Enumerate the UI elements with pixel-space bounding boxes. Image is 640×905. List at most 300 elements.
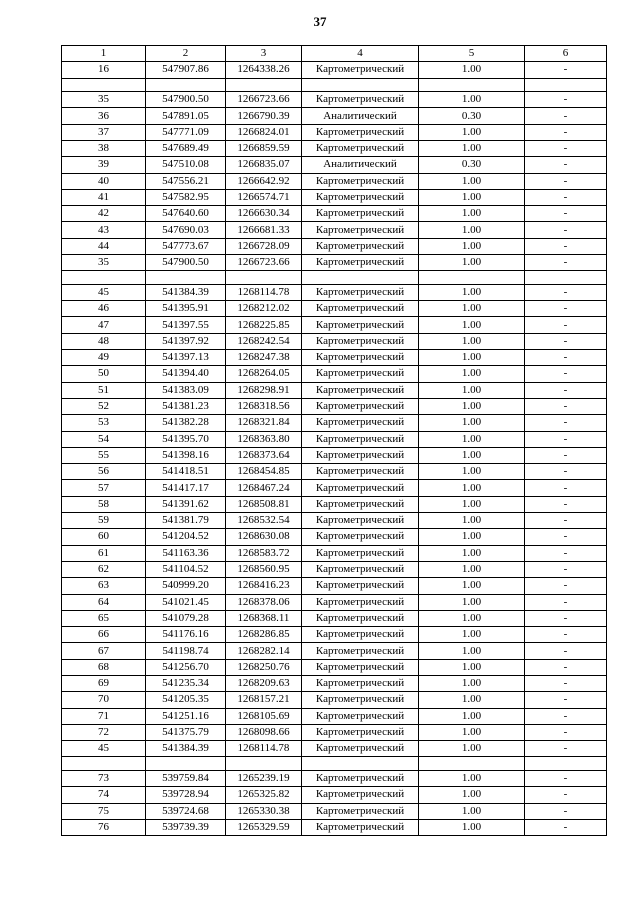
point-number-cell: 73 [62,770,146,786]
y-coordinate-cell: 1264338.26 [226,62,302,78]
y-coordinate-cell: 1268467.24 [226,480,302,496]
y-coordinate-cell: 1268318.56 [226,398,302,414]
table-row [62,317,607,333]
point-number-cell: 72 [62,724,146,740]
note-cell: - [525,692,607,708]
y-coordinate-cell: 1268114.78 [226,284,302,300]
accuracy-cell: 1.00 [419,529,525,545]
table-row-separator [62,78,607,92]
note-cell: - [525,317,607,333]
accuracy-cell: 1.00 [419,62,525,78]
note-cell: - [525,398,607,414]
accuracy-cell: 1.00 [419,350,525,366]
accuracy-cell: 1.00 [419,643,525,659]
x-coordinate-cell: 541395.70 [146,431,226,447]
empty-cell [146,271,226,285]
method-cell: Картометрический [302,496,419,512]
method-cell: Картометрический [302,284,419,300]
note-cell: - [525,350,607,366]
method-cell: Картометрический [302,301,419,317]
y-coordinate-cell: 1268378.06 [226,594,302,610]
y-coordinate-cell: 1268250.76 [226,659,302,675]
empty-cell [302,271,419,285]
table-row [62,398,607,414]
method-cell: Картометрический [302,415,419,431]
empty-cell [419,78,525,92]
x-coordinate-cell: 541417.17 [146,480,226,496]
point-number-cell: 76 [62,819,146,835]
table-row [62,284,607,300]
x-coordinate-cell: 541418.51 [146,464,226,480]
header-cell-6: 6 [525,46,607,62]
note-cell: - [525,173,607,189]
accuracy-cell: 1.00 [419,238,525,254]
accuracy-cell: 1.00 [419,610,525,626]
coordinates-table [61,45,607,836]
accuracy-cell: 1.00 [419,447,525,463]
table-row [62,222,607,238]
y-coordinate-cell: 1268508.81 [226,496,302,512]
x-coordinate-cell: 547773.67 [146,238,226,254]
x-coordinate-cell: 547556.21 [146,173,226,189]
method-cell: Картометрический [302,92,419,108]
x-coordinate-cell: 547689.49 [146,140,226,156]
y-coordinate-cell: 1268454.85 [226,464,302,480]
note-cell: - [525,545,607,561]
note-cell: - [525,255,607,271]
x-coordinate-cell: 541256.70 [146,659,226,675]
y-coordinate-cell: 1268209.63 [226,675,302,691]
note-cell: - [525,724,607,740]
table-row [62,157,607,173]
method-cell: Картометрический [302,578,419,594]
table-row [62,529,607,545]
x-coordinate-cell: 539724.68 [146,803,226,819]
x-coordinate-cell: 541397.92 [146,333,226,349]
x-coordinate-cell: 547582.95 [146,189,226,205]
empty-cell [302,757,419,771]
note-cell: - [525,675,607,691]
table-row [62,819,607,835]
accuracy-cell: 1.00 [419,431,525,447]
method-cell: Картометрический [302,724,419,740]
accuracy-cell: 1.00 [419,173,525,189]
y-coordinate-cell: 1268157.21 [226,692,302,708]
y-coordinate-cell: 1268105.69 [226,708,302,724]
note-cell: - [525,124,607,140]
method-cell: Картометрический [302,529,419,545]
table-row [62,173,607,189]
note-cell: - [525,561,607,577]
note-cell: - [525,513,607,529]
point-number-cell: 68 [62,659,146,675]
point-number-cell: 49 [62,350,146,366]
point-number-cell: 57 [62,480,146,496]
point-number-cell: 74 [62,787,146,803]
note-cell: - [525,301,607,317]
point-number-cell: 55 [62,447,146,463]
x-coordinate-cell: 541394.40 [146,366,226,382]
y-coordinate-cell: 1268247.38 [226,350,302,366]
table-row [62,496,607,512]
note-cell: - [525,480,607,496]
note-cell: - [525,803,607,819]
table-row [62,480,607,496]
point-number-cell: 50 [62,366,146,382]
y-coordinate-cell: 1266723.66 [226,92,302,108]
point-number-cell: 53 [62,415,146,431]
table-row [62,561,607,577]
y-coordinate-cell: 1268264.05 [226,366,302,382]
x-coordinate-cell: 541397.55 [146,317,226,333]
note-cell: - [525,284,607,300]
table-row [62,382,607,398]
method-cell: Картометрический [302,382,419,398]
point-number-cell: 64 [62,594,146,610]
table-row [62,803,607,819]
method-cell: Картометрический [302,741,419,757]
accuracy-cell: 1.00 [419,140,525,156]
header-cell-3: 3 [226,46,302,62]
x-coordinate-cell: 547690.03 [146,222,226,238]
method-cell: Картометрический [302,561,419,577]
method-cell: Картометрический [302,659,419,675]
point-number-cell: 44 [62,238,146,254]
note-cell: - [525,708,607,724]
x-coordinate-cell: 547640.60 [146,206,226,222]
point-number-cell: 61 [62,545,146,561]
accuracy-cell: 1.00 [419,675,525,691]
table-row [62,350,607,366]
method-cell: Картометрический [302,447,419,463]
y-coordinate-cell: 1266824.01 [226,124,302,140]
accuracy-cell: 1.00 [419,819,525,835]
x-coordinate-cell: 541381.79 [146,513,226,529]
method-cell: Картометрический [302,627,419,643]
note-cell: - [525,659,607,675]
y-coordinate-cell: 1268212.02 [226,301,302,317]
note-cell: - [525,366,607,382]
y-coordinate-cell: 1268373.64 [226,447,302,463]
x-coordinate-cell: 541384.39 [146,741,226,757]
note-cell: - [525,431,607,447]
note-cell: - [525,415,607,431]
empty-cell [62,78,146,92]
table-row [62,578,607,594]
x-coordinate-cell: 541381.23 [146,398,226,414]
method-cell: Аналитический [302,108,419,124]
accuracy-cell: 1.00 [419,255,525,271]
y-coordinate-cell: 1266835.07 [226,157,302,173]
note-cell: - [525,333,607,349]
accuracy-cell: 1.00 [419,301,525,317]
table-row [62,708,607,724]
y-coordinate-cell: 1268630.08 [226,529,302,545]
method-cell: Картометрический [302,366,419,382]
x-coordinate-cell: 541383.09 [146,382,226,398]
table-row [62,610,607,626]
table-row [62,206,607,222]
table-header [62,46,607,62]
accuracy-cell: 1.00 [419,496,525,512]
note-cell: - [525,627,607,643]
point-number-cell: 35 [62,255,146,271]
point-number-cell: 46 [62,301,146,317]
accuracy-cell: 1.00 [419,480,525,496]
y-coordinate-cell: 1265329.59 [226,819,302,835]
y-coordinate-cell: 1265239.19 [226,770,302,786]
method-cell: Картометрический [302,480,419,496]
note-cell: - [525,238,607,254]
accuracy-cell: 1.00 [419,708,525,724]
y-coordinate-cell: 1268098.66 [226,724,302,740]
point-number-cell: 36 [62,108,146,124]
method-cell: Аналитический [302,157,419,173]
point-number-cell: 65 [62,610,146,626]
note-cell: - [525,92,607,108]
table-row [62,724,607,740]
x-coordinate-cell: 541163.36 [146,545,226,561]
x-coordinate-cell: 541176.16 [146,627,226,643]
method-cell: Картометрический [302,594,419,610]
point-number-cell: 41 [62,189,146,205]
note-cell: - [525,382,607,398]
table-row [62,189,607,205]
y-coordinate-cell: 1265325.82 [226,787,302,803]
note-cell: - [525,222,607,238]
y-coordinate-cell: 1268225.85 [226,317,302,333]
table-row [62,108,607,124]
accuracy-cell: 1.00 [419,594,525,610]
method-cell: Картометрический [302,819,419,835]
empty-cell [62,757,146,771]
method-cell: Картометрический [302,708,419,724]
x-coordinate-cell: 547771.09 [146,124,226,140]
note-cell: - [525,140,607,156]
x-coordinate-cell: 541398.16 [146,447,226,463]
method-cell: Картометрический [302,803,419,819]
empty-cell [419,757,525,771]
accuracy-cell: 1.00 [419,803,525,819]
point-number-cell: 47 [62,317,146,333]
note-cell: - [525,741,607,757]
x-coordinate-cell: 541198.74 [146,643,226,659]
note-cell: - [525,578,607,594]
table-body [62,62,607,836]
y-coordinate-cell: 1266630.34 [226,206,302,222]
y-coordinate-cell: 1268286.85 [226,627,302,643]
accuracy-cell: 1.00 [419,787,525,803]
note-cell: - [525,62,607,78]
table-row [62,92,607,108]
accuracy-cell: 1.00 [419,366,525,382]
empty-cell [525,271,607,285]
x-coordinate-cell: 547510.08 [146,157,226,173]
accuracy-cell: 0.30 [419,108,525,124]
method-cell: Картометрический [302,206,419,222]
x-coordinate-cell: 547900.50 [146,92,226,108]
accuracy-cell: 1.00 [419,741,525,757]
point-number-cell: 52 [62,398,146,414]
header-cell-2: 2 [146,46,226,62]
x-coordinate-cell: 541104.52 [146,561,226,577]
note-cell: - [525,108,607,124]
empty-cell [146,757,226,771]
accuracy-cell: 1.00 [419,222,525,238]
method-cell: Картометрический [302,545,419,561]
table-row [62,140,607,156]
y-coordinate-cell: 1268416.23 [226,578,302,594]
empty-cell [146,78,226,92]
y-coordinate-cell: 1266790.39 [226,108,302,124]
y-coordinate-cell: 1268368.11 [226,610,302,626]
table-row [62,333,607,349]
y-coordinate-cell: 1268242.54 [226,333,302,349]
point-number-cell: 16 [62,62,146,78]
empty-cell [226,271,302,285]
x-coordinate-cell: 541375.79 [146,724,226,740]
table-row [62,431,607,447]
table-row [62,415,607,431]
point-number-cell: 45 [62,284,146,300]
method-cell: Картометрический [302,675,419,691]
method-cell: Картометрический [302,431,419,447]
note-cell: - [525,770,607,786]
table-row [62,447,607,463]
accuracy-cell: 1.00 [419,545,525,561]
x-coordinate-cell: 541384.39 [146,284,226,300]
method-cell: Картометрический [302,62,419,78]
note-cell: - [525,447,607,463]
accuracy-cell: 0.30 [419,157,525,173]
point-number-cell: 69 [62,675,146,691]
x-coordinate-cell: 541235.34 [146,675,226,691]
point-number-cell: 42 [62,206,146,222]
y-coordinate-cell: 1268560.95 [226,561,302,577]
x-coordinate-cell: 540999.20 [146,578,226,594]
point-number-cell: 60 [62,529,146,545]
point-number-cell: 66 [62,627,146,643]
y-coordinate-cell: 1266723.66 [226,255,302,271]
point-number-cell: 58 [62,496,146,512]
table-row [62,238,607,254]
empty-cell [302,78,419,92]
note-cell: - [525,610,607,626]
table-row [62,513,607,529]
accuracy-cell: 1.00 [419,317,525,333]
y-coordinate-cell: 1268298.91 [226,382,302,398]
table-row [62,659,607,675]
note-cell: - [525,529,607,545]
point-number-cell: 48 [62,333,146,349]
point-number-cell: 62 [62,561,146,577]
y-coordinate-cell: 1266728.09 [226,238,302,254]
empty-cell [525,78,607,92]
method-cell: Картометрический [302,692,419,708]
x-coordinate-cell: 541204.52 [146,529,226,545]
accuracy-cell: 1.00 [419,333,525,349]
y-coordinate-cell: 1266642.92 [226,173,302,189]
y-coordinate-cell: 1266681.33 [226,222,302,238]
method-cell: Картометрический [302,317,419,333]
x-coordinate-cell: 541021.45 [146,594,226,610]
note-cell: - [525,594,607,610]
x-coordinate-cell: 539739.39 [146,819,226,835]
point-number-cell: 37 [62,124,146,140]
table-row [62,255,607,271]
table-row [62,366,607,382]
table-row [62,545,607,561]
method-cell: Картометрический [302,124,419,140]
note-cell: - [525,157,607,173]
method-cell: Картометрический [302,350,419,366]
point-number-cell: 35 [62,92,146,108]
note-cell: - [525,464,607,480]
method-cell: Картометрический [302,464,419,480]
note-cell: - [525,206,607,222]
point-number-cell: 59 [62,513,146,529]
accuracy-cell: 1.00 [419,659,525,675]
empty-cell [419,271,525,285]
x-coordinate-cell: 541382.28 [146,415,226,431]
empty-cell [62,271,146,285]
point-number-cell: 43 [62,222,146,238]
table-row [62,675,607,691]
accuracy-cell: 1.00 [419,692,525,708]
point-number-cell: 63 [62,578,146,594]
x-coordinate-cell: 541397.13 [146,350,226,366]
point-number-cell: 54 [62,431,146,447]
y-coordinate-cell: 1268282.14 [226,643,302,659]
x-coordinate-cell: 547900.50 [146,255,226,271]
x-coordinate-cell: 541205.35 [146,692,226,708]
point-number-cell: 45 [62,741,146,757]
method-cell: Картометрический [302,173,419,189]
empty-cell [226,757,302,771]
accuracy-cell: 1.00 [419,206,525,222]
point-number-cell: 75 [62,803,146,819]
table-row [62,124,607,140]
method-cell: Картометрический [302,398,419,414]
x-coordinate-cell: 541079.28 [146,610,226,626]
note-cell: - [525,643,607,659]
note-cell: - [525,496,607,512]
accuracy-cell: 1.00 [419,724,525,740]
point-number-cell: 38 [62,140,146,156]
y-coordinate-cell: 1268321.84 [226,415,302,431]
header-row [62,46,607,62]
table-row [62,692,607,708]
table-row [62,787,607,803]
accuracy-cell: 1.00 [419,382,525,398]
y-coordinate-cell: 1268532.54 [226,513,302,529]
accuracy-cell: 1.00 [419,627,525,643]
empty-cell [226,78,302,92]
table-row [62,62,607,78]
accuracy-cell: 1.00 [419,398,525,414]
note-cell: - [525,819,607,835]
method-cell: Картометрический [302,643,419,659]
point-number-cell: 40 [62,173,146,189]
method-cell: Картометрический [302,610,419,626]
y-coordinate-cell: 1268363.80 [226,431,302,447]
x-coordinate-cell: 539759.84 [146,770,226,786]
table-row [62,770,607,786]
point-number-cell: 67 [62,643,146,659]
table-row [62,464,607,480]
accuracy-cell: 1.00 [419,92,525,108]
table-row-separator [62,757,607,771]
